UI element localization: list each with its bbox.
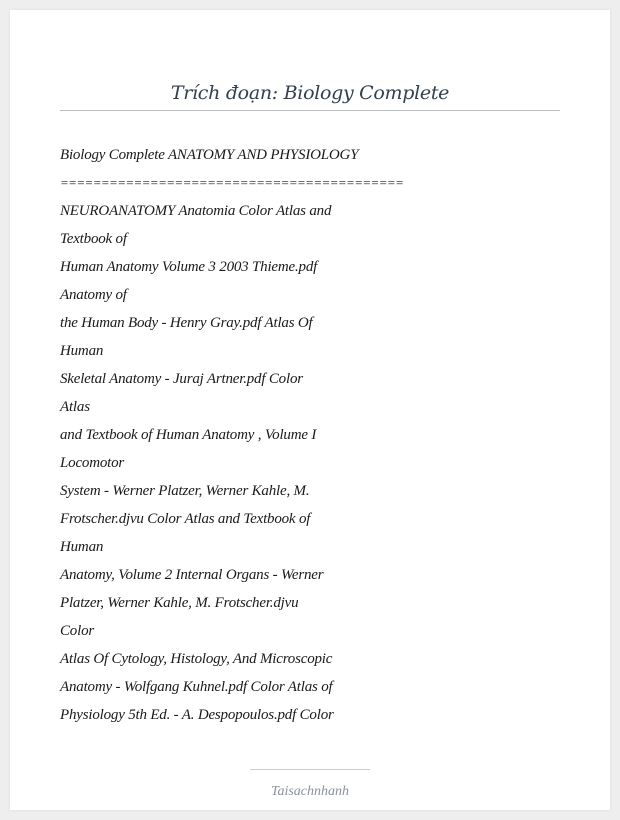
text-line: Physiology 5th Ed. - A. Despopoulos.pdf Color <box>60 707 334 723</box>
text-line: Atlas Of Cytology, Histology, And Microscopic <box>60 651 333 667</box>
text-line: Atlas <box>60 399 90 415</box>
text-line: NEUROANATOMY Anatomia Color Atlas and <box>60 203 332 219</box>
text-line: and Textbook of Human Anatomy , Volume I <box>60 427 317 443</box>
text-line: Anatomy of <box>60 287 127 303</box>
text-line: Biology Complete ANATOMY AND PHYSIOLOGY <box>60 147 359 163</box>
footer-brand: Taisachnhanh <box>270 784 350 799</box>
page-title: Trích đoạn: Biology Complete <box>170 82 450 104</box>
text-line: Color <box>60 623 95 639</box>
text-line: Human <box>60 343 104 359</box>
excerpt-text <box>60 141 460 729</box>
title-divider <box>60 110 560 111</box>
text-line: Platzer, Werner Kahle, M. Frotscher.djvu <box>60 595 299 611</box>
text-line: Frotscher.djvu Color Atlas and Textbook of <box>60 511 311 527</box>
text-line: System - Werner Platzer, Werner Kahle, M. <box>60 483 310 499</box>
footer-divider <box>250 769 370 770</box>
text-line: Human Anatomy Volume 3 2003 Thieme.pdf <box>60 259 318 275</box>
text-line: Anatomy, Volume 2 Internal Organs - Werner <box>60 567 324 583</box>
text-line: the Human Body - Henry Gray.pdf Atlas Of <box>60 315 313 331</box>
text-line: Textbook of <box>60 231 127 247</box>
document-page <box>10 10 610 810</box>
text-line: Human <box>60 539 104 555</box>
text-line-separator: ========================================== <box>60 175 404 190</box>
text-line: Anatomy - Wolfgang Kuhnel.pdf Color Atlas of <box>60 679 333 695</box>
text-line: Skeletal Anatomy - Juraj Artner.pdf Color <box>60 371 303 387</box>
text-line: Locomotor <box>60 455 125 471</box>
